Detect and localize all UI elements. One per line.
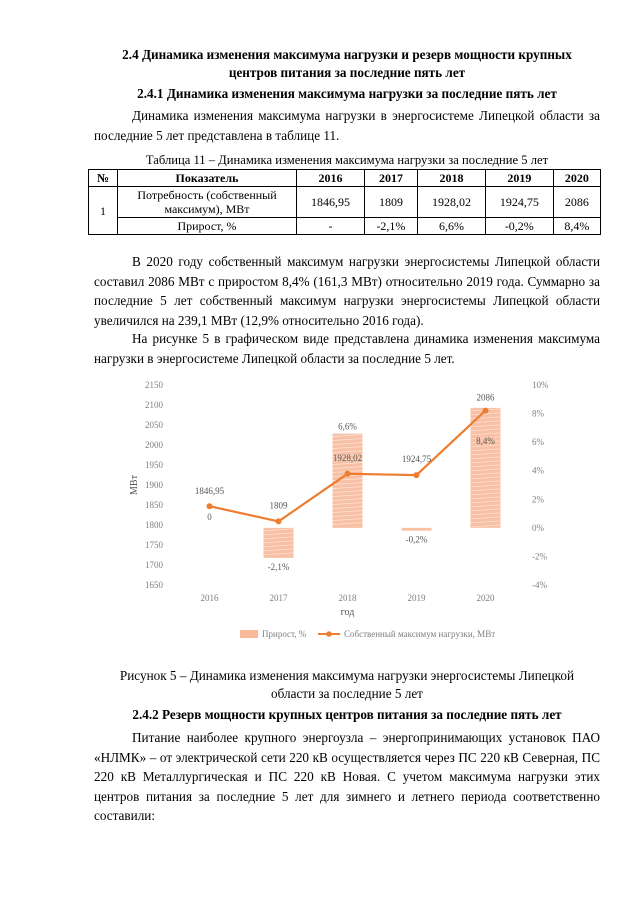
table-cell-label: Прирост, % bbox=[118, 218, 297, 235]
y-axis-tick-label: 1800 bbox=[145, 520, 163, 530]
x-axis-tick-label: 2020 bbox=[476, 593, 495, 603]
bar-data-label: -0,2% bbox=[405, 534, 428, 545]
load-dynamics-chart bbox=[120, 375, 560, 650]
supply-paragraph: Питание наиболее крупного энергоузла – энергопринимающих установок ПАО «НЛМК» – от электрической сети 220 кВ осуществляется через ПС 220 кВ Северная, ПС 220 кВ Металлургическая и ПС 220 кВ Новая. С учетом максимума нагрузки этих центров питания за последние 5 лет для зимнего и летнего периода соответственно составили: bbox=[94, 730, 600, 823]
legend-label-line: Собственный максимум нагрузки, МВт bbox=[344, 629, 496, 639]
legend-label-bar: Прирост, % bbox=[262, 629, 307, 639]
y2-axis-tick-label: 4% bbox=[532, 465, 544, 476]
table-cell: 1928,02 bbox=[418, 187, 486, 218]
table-cell: -0,2% bbox=[485, 218, 553, 235]
line-point bbox=[483, 408, 489, 414]
section-heading-2-4 bbox=[94, 46, 600, 82]
table-header-cell: 2020 bbox=[553, 170, 600, 187]
table-cell-label: Потребность (собственный максимум), МВт bbox=[118, 187, 297, 218]
y2-axis-tick-label: -2% bbox=[532, 551, 547, 562]
bar-data-label: 0 bbox=[207, 512, 212, 523]
line-point bbox=[414, 472, 420, 478]
table-header-cell: 2018 bbox=[418, 170, 486, 187]
table-cell: 1809 bbox=[364, 187, 417, 218]
figure-ref-paragraph: На рисунке 5 в графическом виде представлена динамика изменения максимума нагрузки в энергосистеме Липецкой области за последние 5 лет. bbox=[94, 331, 600, 366]
table-header-cell: 2017 bbox=[364, 170, 417, 187]
table-header-cell: 2019 bbox=[485, 170, 553, 187]
load-table bbox=[88, 169, 601, 235]
section-heading-2-4-1: 2.4.1 Динамика изменения максимума нагрузки за последние пять лет bbox=[137, 86, 557, 101]
table-cell: 1924,75 bbox=[485, 187, 553, 218]
x-axis-tick-label: 2018 bbox=[338, 593, 357, 603]
y2-axis-tick-label: -4% bbox=[532, 580, 547, 590]
bar-data-label: -2,1% bbox=[267, 561, 290, 572]
x-axis-tick-label: 2019 bbox=[407, 593, 426, 603]
legend-marker-line bbox=[326, 631, 332, 637]
y-axis-title: МВт bbox=[129, 475, 140, 495]
table-cell: 6,6% bbox=[418, 218, 486, 235]
line-data-label: 2086 bbox=[476, 392, 495, 403]
table-cell: 1846,95 bbox=[297, 187, 365, 218]
line-data-label: 1924,75 bbox=[401, 454, 432, 465]
y2-axis-tick-label: 10% bbox=[532, 380, 549, 390]
y-axis-tick-label: 2100 bbox=[145, 400, 163, 410]
analysis-paragraph: В 2020 году собственный максимум нагрузки энергосистемы Липецкой области составил 2086 МВт с приростом 8,4% (161,3 МВт) относительно 2019 года. Суммарно за последние 5 лет собственный максимум нагрузки энергосистемы Липецкой области увеличился на 239,1 МВт (12,9% относительно 2016 года). bbox=[94, 254, 600, 328]
table-cell: 8,4% bbox=[553, 218, 600, 235]
table-row bbox=[89, 218, 601, 235]
table-cell: 2086 bbox=[553, 187, 600, 218]
x-axis-tick-label: 2016 bbox=[200, 593, 219, 603]
line-data-label: 1846,95 bbox=[194, 486, 225, 497]
y-axis-tick-label: 2000 bbox=[145, 440, 163, 450]
bar-data-label: 8,4% bbox=[476, 435, 495, 446]
table-row bbox=[89, 187, 601, 218]
y-axis-tick-label: 1750 bbox=[145, 540, 163, 550]
table-cell-number: 1 bbox=[89, 187, 118, 235]
line-point bbox=[345, 471, 351, 477]
line-data-label: 1809 bbox=[269, 500, 288, 511]
line-data-label: 1928,02 bbox=[332, 452, 363, 463]
figure-caption-line-2: области за последние 5 лет bbox=[271, 686, 423, 701]
line-point bbox=[207, 503, 213, 509]
y2-axis-tick-label: 0% bbox=[532, 522, 544, 533]
bar-data-label: 6,6% bbox=[338, 421, 357, 432]
y-axis-tick-label: 1900 bbox=[145, 480, 163, 490]
table-header-cell: Показатель bbox=[118, 170, 297, 187]
table-cell: - bbox=[297, 218, 365, 235]
y2-axis-tick-label: 8% bbox=[532, 408, 544, 419]
y-axis-tick-label: 1850 bbox=[145, 500, 163, 510]
bar-growth bbox=[402, 528, 432, 531]
y-axis-tick-label: 2050 bbox=[145, 420, 163, 430]
y2-axis-tick-label: 6% bbox=[532, 437, 544, 448]
table-caption: Таблица 11 – Динамика изменения максимума нагрузки за последние 5 лет bbox=[145, 153, 549, 167]
x-axis-title: год bbox=[340, 607, 355, 618]
x-axis-tick-label: 2017 bbox=[269, 593, 288, 603]
table-header-cell: 2016 bbox=[297, 170, 365, 187]
table-header-cell: № bbox=[89, 170, 118, 187]
table-cell: -2,1% bbox=[364, 218, 417, 235]
line-point bbox=[276, 518, 282, 524]
legend-swatch-bar bbox=[240, 630, 258, 638]
figure-caption-line-1: Рисунок 5 – Динамика изменения максимума нагрузки энергосистемы Липецкой bbox=[119, 668, 575, 683]
intro-paragraph: Динамика изменения максимума нагрузки в энергосистеме Липецкой области за последние 5 лет представлена в таблице 11. bbox=[94, 108, 600, 143]
heading-line-1: 2.4 Динамика изменения максимума нагрузки и резерв мощности крупных bbox=[122, 47, 572, 62]
figure-caption bbox=[94, 667, 600, 703]
y-axis-tick-label: 1950 bbox=[145, 460, 163, 470]
table-header-row bbox=[89, 170, 601, 187]
y-axis-tick-label: 1650 bbox=[145, 580, 163, 590]
y-axis-tick-label: 1700 bbox=[145, 560, 163, 570]
y-axis-tick-label: 2150 bbox=[145, 380, 163, 390]
heading-line-2: центров питания за последние пять лет bbox=[228, 65, 466, 80]
y2-axis-tick-label: 2% bbox=[532, 494, 544, 505]
section-heading-2-4-2: 2.4.2 Резерв мощности крупных центров питания за последние пять лет bbox=[132, 707, 562, 722]
